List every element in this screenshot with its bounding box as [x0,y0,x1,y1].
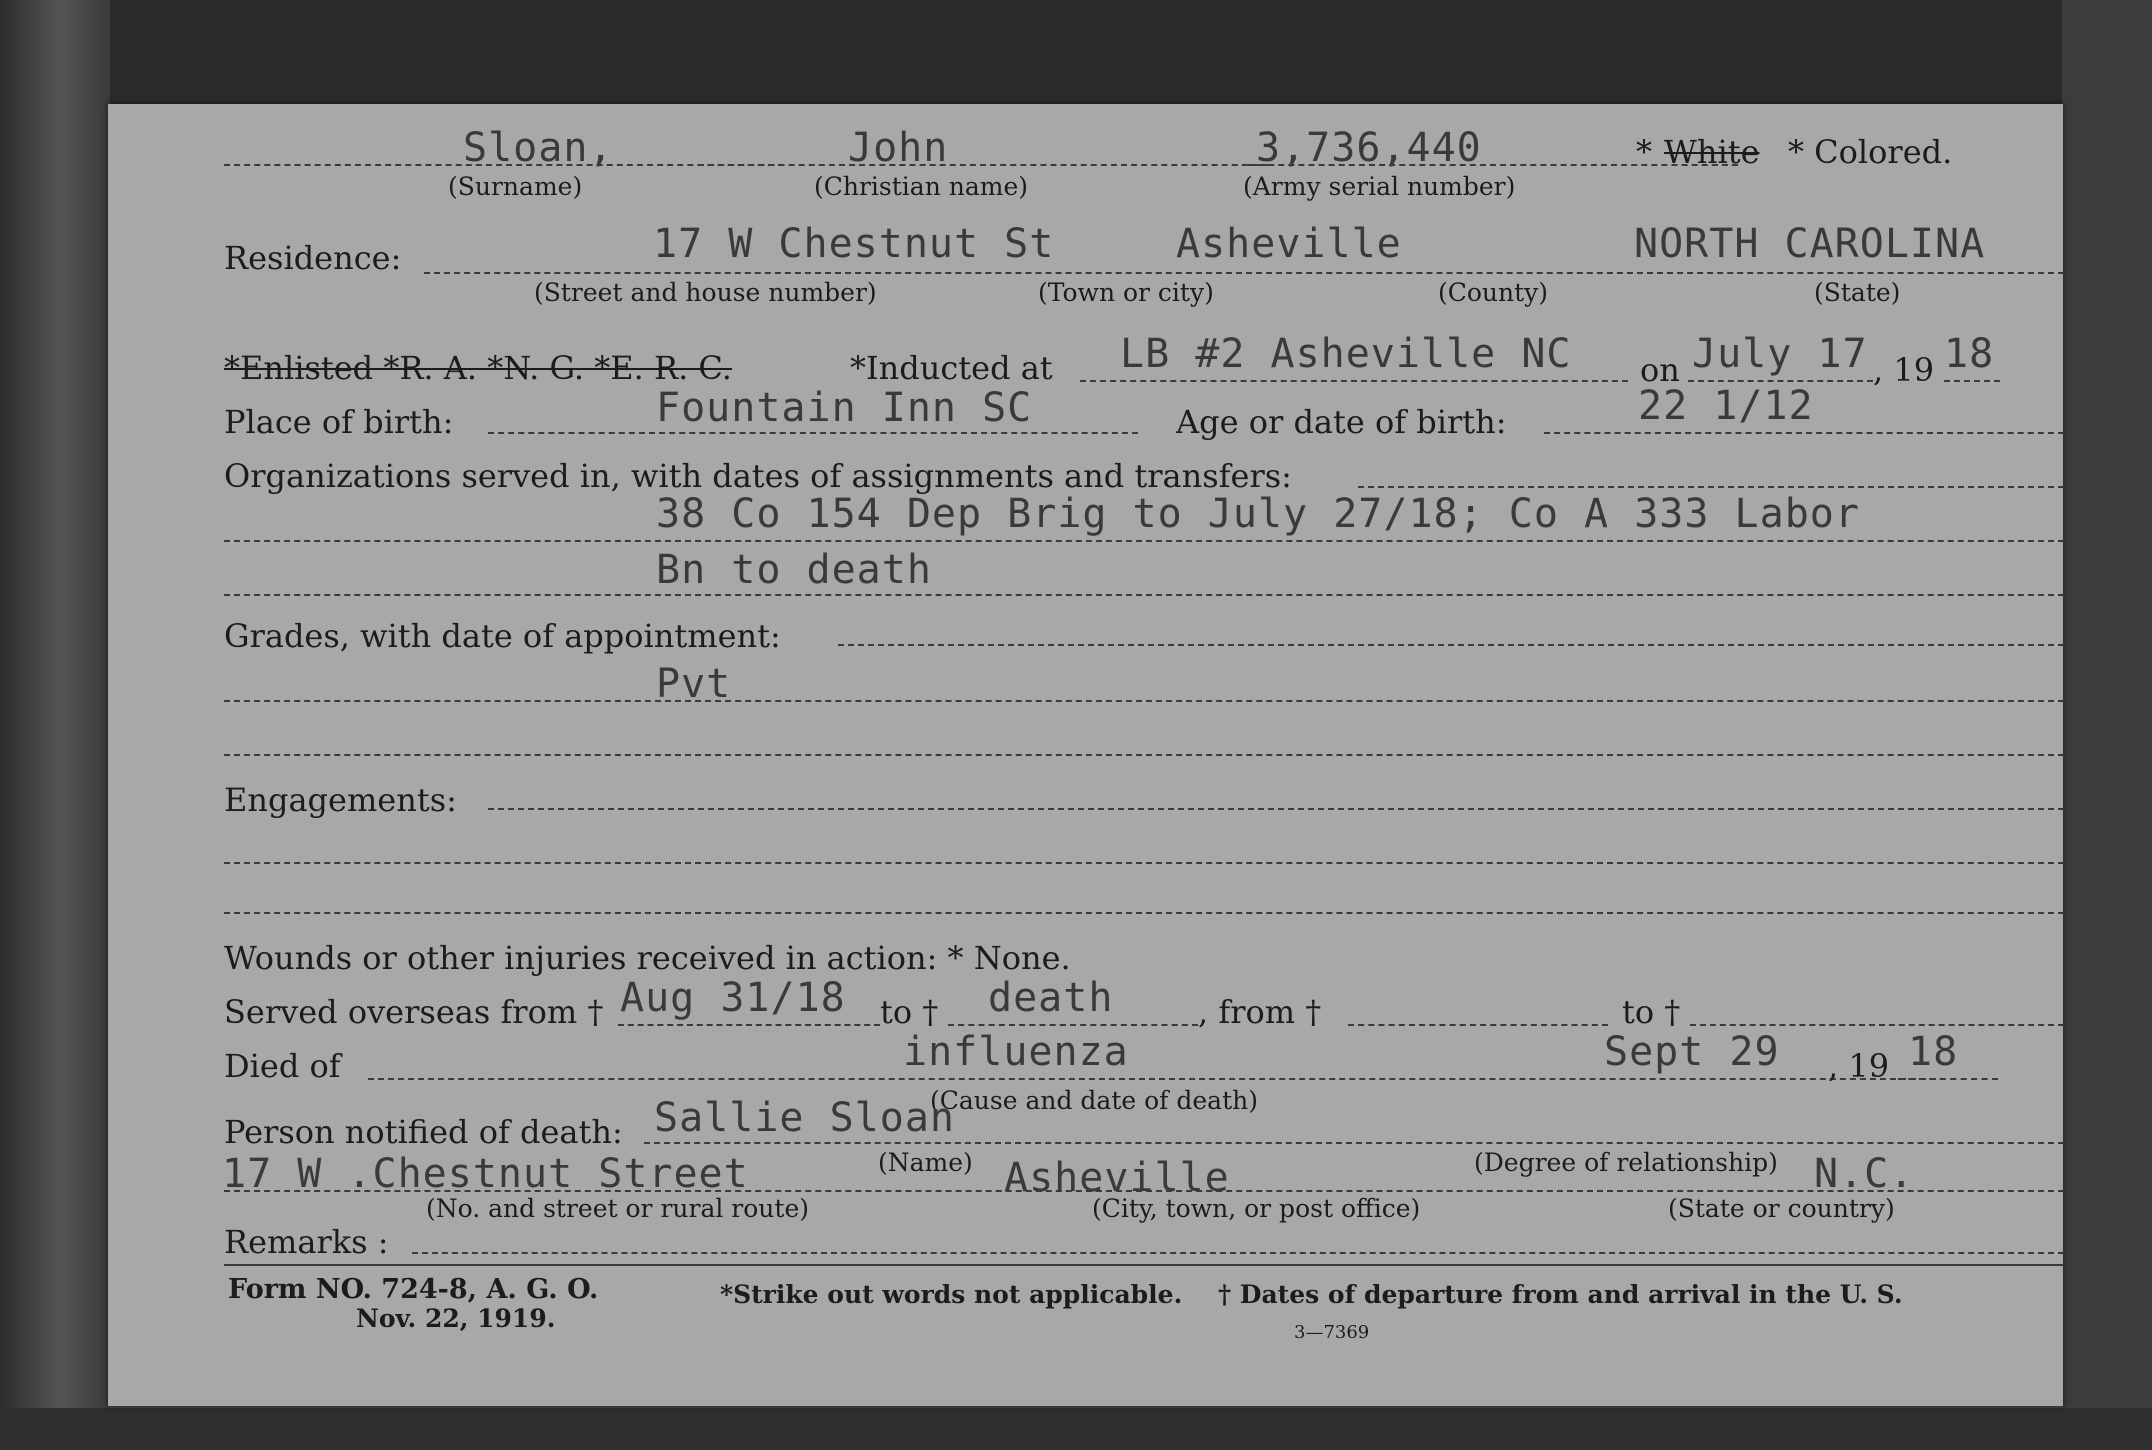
overseas-to-label: to † [880,993,939,1031]
died-year-line [1898,1078,1998,1080]
grades-value: Pvt [656,661,732,707]
overseas-to2-label: to † [1622,993,1681,1031]
form-date: Nov. 22, 1919. [356,1304,556,1333]
remarks-bottom-rule [224,1264,2064,1266]
notified-street-caption: (No. and street or rural route) [426,1194,809,1223]
notified-city-value: Asheville [1004,1155,1230,1201]
died-caption: (Cause and date of death) [930,1086,1258,1115]
enlistment-struck-options: *Enlisted *R. A. *N. G. *E. R. C. [224,349,732,387]
overseas-to-value: death [988,975,1114,1021]
grades-label: Grades, with date of appointment: [224,617,781,655]
white-star: * [1636,133,1652,171]
form-code: 3—7369 [1294,1322,1370,1343]
remarks-label: Remarks : [224,1223,389,1261]
overseas-to2-line [1690,1024,2064,1026]
induction-date-line [1688,380,1873,382]
overseas-from2-label: , from † [1198,993,1322,1031]
notified-street-value: 17 W .Chestnut Street [222,1151,749,1197]
age-label: Age or date of birth: [1176,403,1507,441]
scanner-background-top [0,0,2152,104]
died-year-value: 18 [1908,1029,1959,1075]
died-year-prefix: , 19 [1828,1047,1890,1085]
served-overseas-label: Served overseas from † [224,993,604,1031]
place-of-birth-label: Place of birth: [224,403,454,441]
engagements-line-0 [488,808,2064,810]
died-cause-value: influenza [903,1029,1129,1075]
overseas-from2-line [1348,1024,1608,1026]
overseas-from-value: Aug 31/18 [620,975,846,1021]
scanner-background-right [2062,0,2152,1450]
notified-city-caption: (City, town, or post office) [1092,1194,1421,1223]
organizations-value-line1: 38 Co 154 Dep Brig to July 27/18; Co A 333 Labor [656,491,1860,537]
scanner-background-left [0,0,110,1450]
overseas-from-line [618,1024,880,1026]
died-date-value: Sept 29 [1604,1029,1780,1075]
died-of-line [368,1078,1936,1080]
notified-name-caption: (Name) [878,1148,973,1177]
serial-number-caption: (Army serial number) [1243,172,1516,201]
person-notified-label: Person notified of death: [224,1113,623,1151]
surname-value: Sloan, [463,125,614,171]
place-of-birth-line [488,432,1138,434]
residence-town-caption: (Town or city) [1038,278,1214,307]
on-label: on [1640,351,1680,389]
grades-line-0 [838,644,2064,646]
induction-year-prefix: , 19 [1873,351,1935,389]
colored-label: * Colored. [1788,133,1953,171]
died-of-label: Died of [224,1047,341,1085]
service-record-card [108,104,2063,1406]
organizations-value-line2: Bn to death [656,547,932,593]
organizations-label: Organizations served in, with dates of assignments and transfers: [224,457,1292,495]
strike-out-note: *Strike out words not applicable. [720,1280,1183,1309]
organizations-line-0 [1358,486,2064,488]
grades-line-1 [224,700,2064,702]
form-number: Form NO. 724-8, A. G. O. [228,1274,599,1305]
engagements-label: Engagements: [224,781,457,819]
white-struck: White [1664,133,1760,171]
residence-line [424,272,2064,274]
notified-state-value: N.C. [1814,1151,1915,1197]
scanner-background-bottom [0,1408,2152,1450]
induction-year-line [1944,380,2000,382]
person-notified-line [644,1142,2064,1144]
residence-town-value: Asheville [1176,221,1402,267]
residence-label: Residence: [224,239,402,277]
grades-line-2 [224,754,2064,756]
christian-name-caption: (Christian name) [814,172,1029,201]
residence-state-caption: (State) [1814,278,1901,307]
notified-relationship-caption: (Degree of relationship) [1474,1148,1778,1177]
engagements-line-2 [224,912,2064,914]
serial-number-value: 3,736,440 [1256,125,1482,171]
induction-date-value: July 17 [1692,331,1868,377]
wounds-label: Wounds or other injuries received in action: * None. [224,939,1071,977]
inducted-at-value: LB #2 Asheville NC [1120,331,1572,377]
remarks-line [412,1252,2064,1254]
overseas-to-line [948,1024,1198,1026]
age-value: 22 1/12 [1638,383,1814,429]
residence-street-caption: (Street and house number) [534,278,877,307]
surname-caption: (Surname) [448,172,583,201]
place-of-birth-value: Fountain Inn SC [656,385,1033,431]
residence-county-caption: (County) [1438,278,1549,307]
inducted-at-label: *Inducted at [850,349,1053,387]
christian-name-value: John [848,125,949,171]
residence-street-value: 17 W Chestnut St [653,221,1055,267]
organizations-line-1 [224,540,2064,542]
age-line [1544,432,2064,434]
notified-state-caption: (State or country) [1668,1194,1895,1223]
residence-state-value: NORTH CAROLINA [1634,221,1986,267]
notified-name-value: Sallie Sloan [654,1095,955,1141]
induction-year-value: 18 [1944,331,1995,377]
christian-name-line [698,164,1268,166]
engagements-line-1 [224,862,2064,864]
organizations-line-2 [224,594,2064,596]
inducted-at-line [1080,380,1628,382]
dates-note: † Dates of departure from and arrival in the U. S. [1218,1280,1903,1309]
